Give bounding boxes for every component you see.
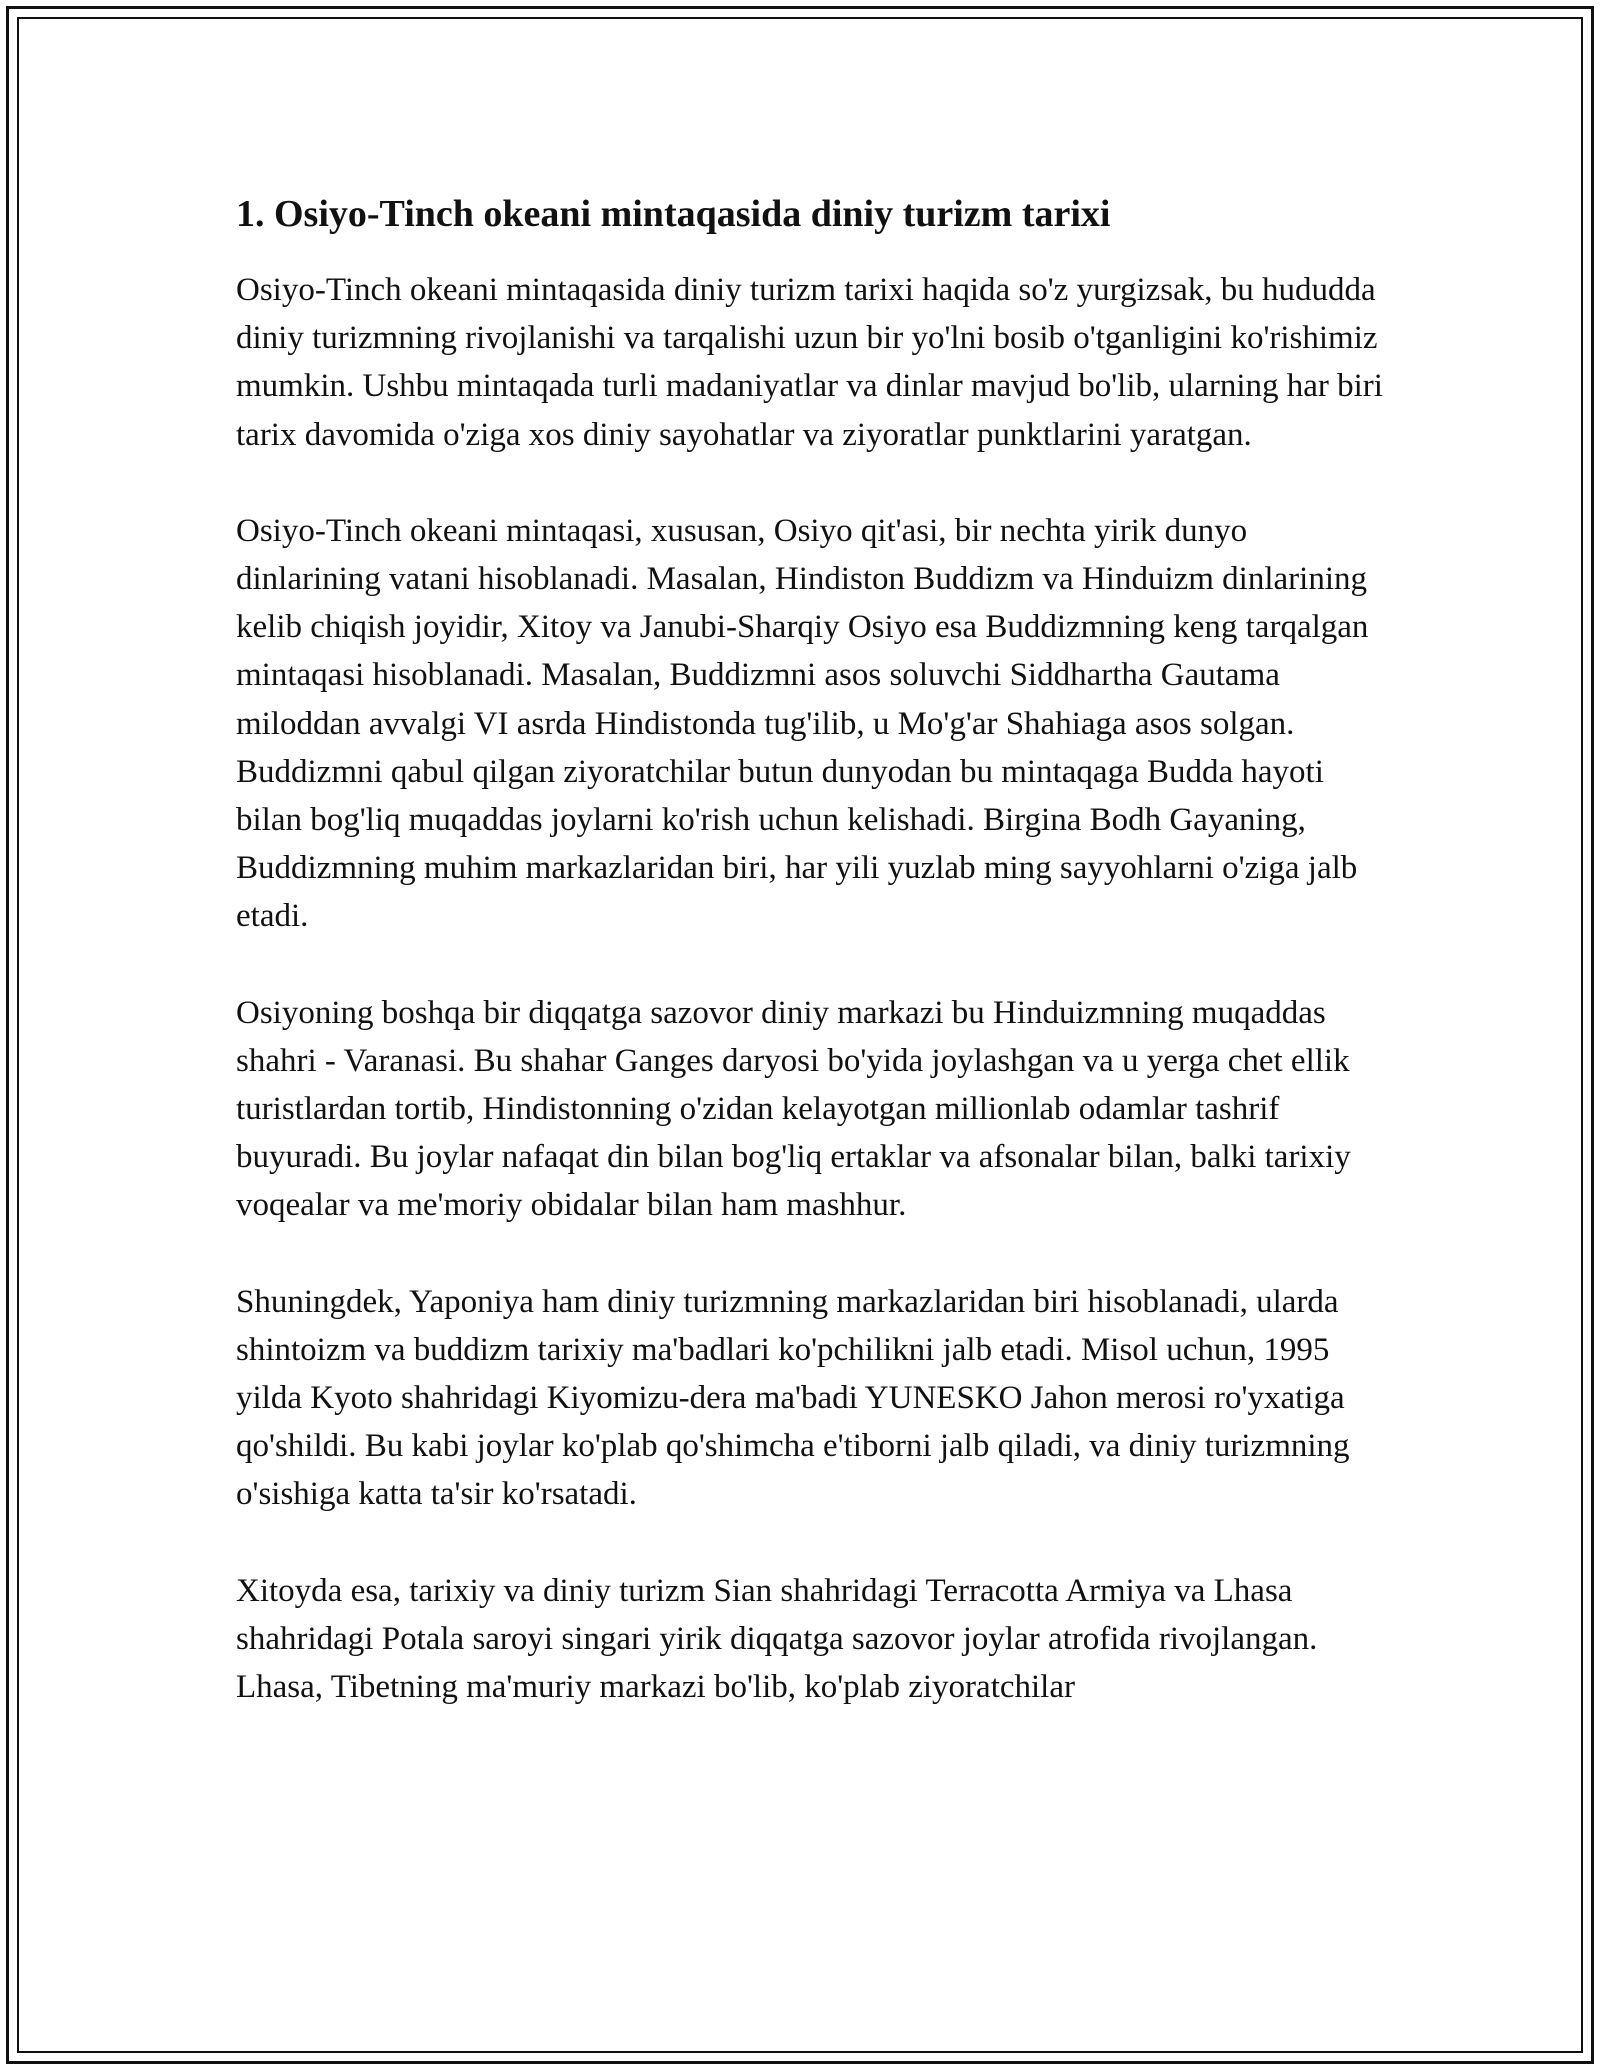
paragraph-4: Shuningdek, Yaponiya ham diniy turizmning markazlaridan biri hisoblanadi, ularda shintoizm va buddizm tarixiy ma'badlari ko'pchilikni jalb etadi. Misol uchun, 1995 yilda Kyoto shahridagi Kiyomizu-dera ma'badi YUNESKO Jahon merosi ro'yxatiga qo'shildi. Bu kabi joylar ko'plab qo'shimcha e'tiborni jalb qiladi, va diniy turizmning o'sishiga katta ta'sir ko'rsatadi. bbox=[236, 1283, 1350, 1513]
paragraph-5: Xitoyda esa, tarixiy va diniy turizm Sian shahridagi Terracotta Armiya va Lhasa shahridagi Potala saroyi singari yirik diqqatga sazovor joylar atrofida rivojlangan. Lhasa, Tibetning ma'muriy markazi bo'lib, ko'plab ziyoratchilar bbox=[236, 1572, 1318, 1706]
paragraph-2: Osiyo-Tinch okeani mintaqasi, xususan, Osiyo qit'asi, bir nechta yirik dunyo dinlarining vatani hisoblanadi. Masalan, Hindiston Buddizm va Hinduizm dinlarining kelib chiqish joyidir, Xitoy va Janubi-Sharqiy Osiyo esa Buddizmning keng tarqalgan mintaqasi hisoblanadi. Masalan, Buddizmni asos soluvchi Siddhartha Gautama miloddan avvalgi VI asrda Hindistonda tug'ilib, u Mo'g'ar Shahiaga asos solgan. Buddizmni qabul qilgan ziyoratchilar butun dunyodan bu mintaqaga Budda hayoti bilan bog'liq muqaddas joylarni ko'rish uchun kelishadi. Birgina Bodh Gayaning, Buddizmning muhim markazlaridan biri, har yili yuzlab ming sayyohlarni o'ziga jalb etadi. bbox=[236, 512, 1369, 935]
document-body bbox=[236, 184, 1386, 1711]
paragraph-1: Osiyo-Tinch okeani mintaqasida diniy turizm tarixi haqida so'z yurgizsak, bu hududda diniy turizmning rivojlanishi va tarqalishi uzun bir yo'lni bosib o'tganligini ko'rishimiz mumkin. Ushbu mintaqada turli madaniyatlar va dinlar mavjud bo'lib, ularning har biri tarix davomida o'ziga xos diniy sayohatlar va ziyoratlar punktlarini yaratgan. bbox=[236, 272, 1383, 453]
paragraph-3: Osiyoning boshqa bir diqqatga sazovor diniy markazi bu Hinduizmning muqaddas shahri - Varanasi. Bu shahar Ganges daryosi bo'yida joylashgan va u yerga chet ellik turistlardan tortib, Hindistonning o'zidan kelayotgan millionlab odamlar tashrif buyuradi. Bu joylar nafaqat din bilan bog'liq ertaklar va afsonalar bilan, balki tarixiy voqealar va me'moriy obidalar bilan ham mashhur. bbox=[236, 994, 1351, 1224]
section-heading: 1. Osiyo-Tinch okeani mintaqasida diniy turizm tarixi bbox=[236, 193, 1111, 235]
